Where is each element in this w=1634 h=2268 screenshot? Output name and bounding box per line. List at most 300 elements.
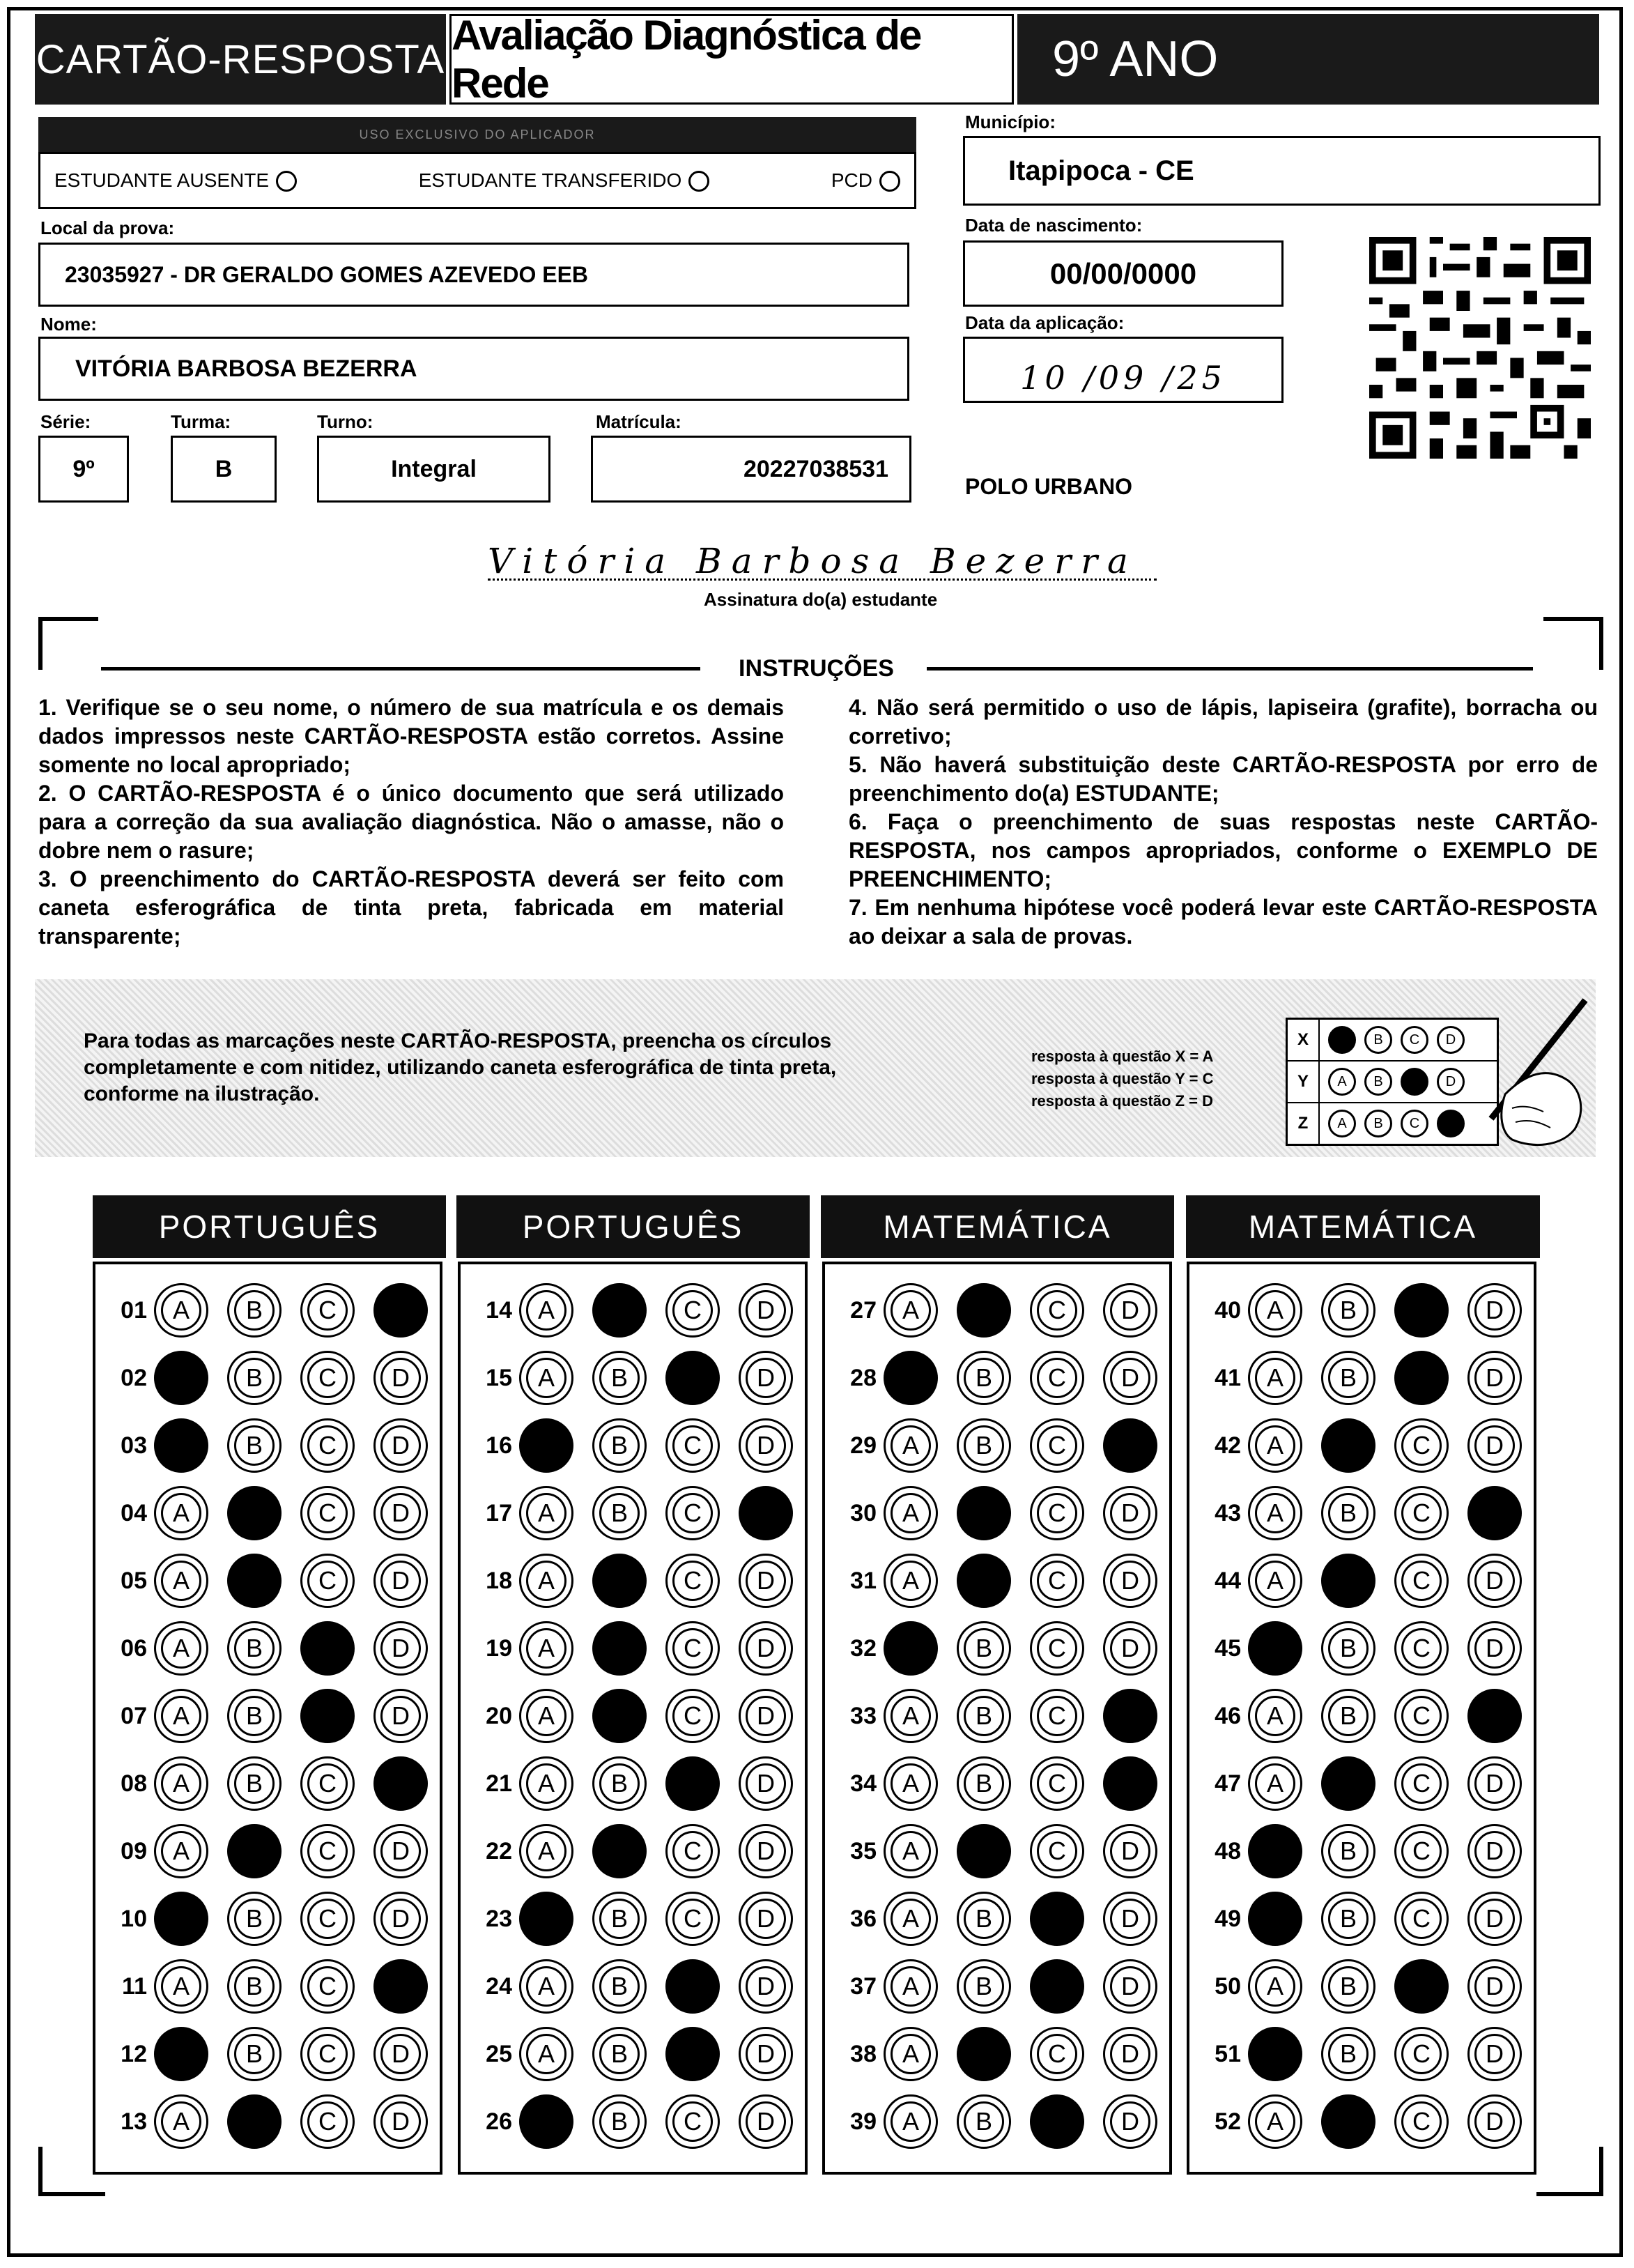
answer-bubble-29-c[interactable] — [1030, 1418, 1084, 1473]
answer-bubble-24-c[interactable] — [665, 1959, 720, 2014]
question-number: 11 — [122, 1972, 147, 2000]
answer-row-06 — [98, 1617, 428, 1680]
answer-bubble-33-a[interactable] — [884, 1689, 938, 1743]
bubble-letter: C — [1037, 2034, 1077, 2074]
answer-bubble-28-b[interactable] — [957, 1351, 1011, 1405]
answer-bubble-08-b[interactable] — [227, 1756, 282, 1811]
answer-bubble-43-a[interactable] — [1248, 1486, 1302, 1540]
answer-bubble-51-a[interactable] — [1248, 2027, 1302, 2081]
answer-bubble-32-b[interactable] — [957, 1621, 1011, 1676]
answer-bubble-22-d[interactable] — [739, 1824, 793, 1878]
answer-bubble-25-b[interactable] — [592, 2027, 647, 2081]
answer-bubble-18-a[interactable] — [519, 1554, 573, 1608]
bubble-letter: B — [964, 2101, 1004, 2142]
answer-bubble-36-c[interactable] — [1030, 1892, 1084, 1946]
answer-bubble-39-b[interactable] — [957, 2094, 1011, 2149]
answer-bubble-21-d[interactable] — [739, 1756, 793, 1811]
answer-bubble-37-d[interactable] — [1103, 1959, 1157, 2014]
answer-bubble-38-c[interactable] — [1030, 2027, 1084, 2081]
answer-bubble-12-c[interactable] — [300, 2027, 355, 2081]
bubble-letter: B — [964, 1358, 1004, 1398]
registration-label: Matrícula: — [596, 411, 681, 432]
question-number: 37 — [850, 1972, 877, 2000]
answer-row-52 — [1192, 2090, 1522, 2153]
answer-bubble-18-b[interactable] — [592, 1554, 647, 1608]
example-bubble: B — [1364, 1110, 1392, 1137]
answer-bubble-28-c[interactable] — [1030, 1351, 1084, 1405]
answer-bubble-52-a[interactable] — [1248, 2094, 1302, 2149]
absent-option[interactable]: ESTUDANTE AUSENTE — [54, 169, 297, 192]
answer-bubble-38-d[interactable] — [1103, 2027, 1157, 2081]
answer-bubble-28-d[interactable] — [1103, 1351, 1157, 1405]
answer-bubble-06-c[interactable] — [300, 1621, 355, 1676]
answer-bubble-21-b[interactable] — [592, 1756, 647, 1811]
answer-bubble-26-a[interactable] — [519, 2094, 573, 2149]
answer-bubble-01-a[interactable] — [154, 1283, 208, 1338]
question-number: 21 — [486, 1770, 512, 1797]
answer-bubble-41-a[interactable] — [1248, 1351, 1302, 1405]
application-date-field: 10 /09 /25 — [963, 337, 1284, 403]
answer-bubble-03-d[interactable] — [373, 1418, 428, 1473]
bubble-letter: B — [964, 1899, 1004, 1939]
answer-bubble-41-c[interactable] — [1394, 1351, 1449, 1405]
answer-bubble-35-a[interactable] — [884, 1824, 938, 1878]
answer-bubble-05-a[interactable] — [154, 1554, 208, 1608]
answer-bubble-27-b[interactable] — [957, 1283, 1011, 1338]
answer-row-45 — [1192, 1617, 1522, 1680]
answer-bubble-08-c[interactable] — [300, 1756, 355, 1811]
answer-bubble-30-b[interactable] — [957, 1486, 1011, 1540]
card-title — [35, 14, 446, 105]
answer-bubble-11-c[interactable] — [300, 1959, 355, 2014]
answer-bubble-26-b[interactable] — [592, 2094, 647, 2149]
answer-bubble-02-c[interactable] — [300, 1351, 355, 1405]
answer-bubble-28-a[interactable] — [884, 1351, 938, 1405]
answer-bubble-24-a[interactable] — [519, 1959, 573, 2014]
answer-bubble-45-b[interactable] — [1321, 1621, 1375, 1676]
answer-bubble-43-b[interactable] — [1321, 1486, 1375, 1540]
bubble-letter: D — [380, 1493, 421, 1533]
bubble-letter: A — [526, 1290, 566, 1331]
answer-bubble-18-c[interactable] — [665, 1554, 720, 1608]
class-label: Turma: — [171, 411, 231, 432]
answer-bubble-23-b[interactable] — [592, 1892, 647, 1946]
answer-bubble-24-d[interactable] — [739, 1959, 793, 2014]
answer-bubble-09-b[interactable] — [227, 1824, 282, 1878]
bubble-letter: D — [746, 1899, 786, 1939]
bubble-letter: D — [380, 2034, 421, 2074]
answer-bubble-40-c[interactable] — [1394, 1283, 1449, 1338]
question-number: 04 — [121, 1499, 147, 1526]
answer-bubble-08-d[interactable] — [373, 1756, 428, 1811]
question-number: 36 — [850, 1905, 877, 1932]
answer-bubble-43-d[interactable] — [1467, 1486, 1522, 1540]
answer-bubble-17-c[interactable] — [665, 1486, 720, 1540]
pcd-option[interactable]: PCD — [831, 169, 900, 192]
answer-bubble-19-d[interactable] — [739, 1621, 793, 1676]
answer-bubble-44-b[interactable] — [1321, 1554, 1375, 1608]
answer-bubble-06-b[interactable] — [227, 1621, 282, 1676]
answer-bubble-22-c[interactable] — [665, 1824, 720, 1878]
answer-row-30 — [828, 1482, 1157, 1545]
answer-bubble-41-d[interactable] — [1467, 1351, 1522, 1405]
answer-bubble-35-b[interactable] — [957, 1824, 1011, 1878]
bubble-letter: C — [307, 1290, 348, 1331]
answer-bubble-42-d[interactable] — [1467, 1418, 1522, 1473]
answer-bubble-05-b[interactable] — [227, 1554, 282, 1608]
municipality-label: Município: — [965, 112, 1056, 132]
answer-bubble-47-b[interactable] — [1321, 1756, 1375, 1811]
grade-field: 9º — [38, 436, 129, 503]
question-number: 34 — [850, 1770, 877, 1797]
answer-bubble-44-a[interactable] — [1248, 1554, 1302, 1608]
answer-bubble-33-d[interactable] — [1103, 1689, 1157, 1743]
answer-bubble-46-c[interactable] — [1394, 1689, 1449, 1743]
answer-bubble-49-b[interactable] — [1321, 1892, 1375, 1946]
answer-bubble-16-a[interactable] — [519, 1418, 573, 1473]
bubble-letter: A — [891, 2034, 931, 2074]
answer-bubble-22-b[interactable] — [592, 1824, 647, 1878]
answer-bubble-01-d[interactable] — [373, 1283, 428, 1338]
question-number: 25 — [486, 2040, 512, 2067]
bubble-letter: B — [1328, 1628, 1369, 1669]
answer-bubble-27-a[interactable] — [884, 1283, 938, 1338]
answer-bubble-20-d[interactable] — [739, 1689, 793, 1743]
answer-bubble-13-c[interactable] — [300, 2094, 355, 2149]
bubble-letter: C — [307, 1966, 348, 2007]
bubble-letter: A — [526, 1358, 566, 1398]
shift-field: Integral — [317, 436, 550, 503]
answer-bubble-31-a[interactable] — [884, 1554, 938, 1608]
answer-bubble-23-c[interactable] — [665, 1892, 720, 1946]
bubble-letter: D — [380, 1831, 421, 1871]
answer-bubble-31-b[interactable] — [957, 1554, 1011, 1608]
answer-bubble-14-c[interactable] — [665, 1283, 720, 1338]
answer-bubble-13-a[interactable] — [154, 2094, 208, 2149]
answer-bubble-35-d[interactable] — [1103, 1824, 1157, 1878]
answer-bubble-17-b[interactable] — [592, 1486, 647, 1540]
example-bubble: D — [1437, 1026, 1465, 1054]
answer-bubble-51-c[interactable] — [1394, 2027, 1449, 2081]
answer-bubble-17-d[interactable] — [739, 1486, 793, 1540]
answer-bubble-52-b[interactable] — [1321, 2094, 1375, 2149]
answer-bubble-29-d[interactable] — [1103, 1418, 1157, 1473]
answer-bubble-37-c[interactable] — [1030, 1959, 1084, 2014]
answer-bubble-15-c[interactable] — [665, 1351, 720, 1405]
answer-bubble-09-d[interactable] — [373, 1824, 428, 1878]
answer-bubble-29-b[interactable] — [957, 1418, 1011, 1473]
answer-bubble-49-d[interactable] — [1467, 1892, 1522, 1946]
answer-bubble-05-d[interactable] — [373, 1554, 428, 1608]
bubble-letter: B — [599, 2034, 640, 2074]
answer-bubble-04-c[interactable] — [300, 1486, 355, 1540]
answer-bubble-11-b[interactable] — [227, 1959, 282, 2014]
answer-bubble-42-a[interactable] — [1248, 1418, 1302, 1473]
answer-bubble-45-a[interactable] — [1248, 1621, 1302, 1676]
answer-bubble-42-c[interactable] — [1394, 1418, 1449, 1473]
question-number: 49 — [1215, 1905, 1241, 1932]
answer-row-40 — [1192, 1279, 1522, 1342]
subject-header-4: MATEMÁTICA — [1186, 1195, 1540, 1258]
question-number: 05 — [121, 1567, 147, 1594]
answer-bubble-43-c[interactable] — [1394, 1486, 1449, 1540]
answer-bubble-40-a[interactable] — [1248, 1283, 1302, 1338]
answer-bubble-48-d[interactable] — [1467, 1824, 1522, 1878]
answer-bubble-47-a[interactable] — [1248, 1756, 1302, 1811]
bubble-letter: C — [1401, 1831, 1442, 1871]
answer-bubble-31-c[interactable] — [1030, 1554, 1084, 1608]
answer-bubble-33-b[interactable] — [957, 1689, 1011, 1743]
answer-bubble-40-b[interactable] — [1321, 1283, 1375, 1338]
bubble-letter: C — [672, 1290, 713, 1331]
answer-bubble-49-c[interactable] — [1394, 1892, 1449, 1946]
answer-bubble-10-b[interactable] — [227, 1892, 282, 1946]
answer-bubble-39-c[interactable] — [1030, 2094, 1084, 2149]
answer-bubble-44-d[interactable] — [1467, 1554, 1522, 1608]
answer-bubble-48-a[interactable] — [1248, 1824, 1302, 1878]
answer-bubble-31-d[interactable] — [1103, 1554, 1157, 1608]
instruction-5: 5. Não haverá substituição deste CARTÃO-RESPOSTA por erro de preenchimento do(a) ESTUDANTE; — [849, 752, 1598, 806]
answer-bubble-14-d[interactable] — [739, 1283, 793, 1338]
answer-bubble-32-a[interactable] — [884, 1621, 938, 1676]
bubble-letter: D — [746, 2034, 786, 2074]
example-answer-x: resposta à questão X = A — [1031, 1048, 1214, 1065]
bubble-letter: A — [891, 1493, 931, 1533]
answer-bubble-10-d[interactable] — [373, 1892, 428, 1946]
bubble-letter: B — [599, 2101, 640, 2142]
answer-bubble-25-c[interactable] — [665, 2027, 720, 2081]
answer-bubble-24-b[interactable] — [592, 1959, 647, 2014]
answer-row-07 — [98, 1685, 428, 1747]
answer-bubble-02-a[interactable] — [154, 1351, 208, 1405]
birthdate-field: 00/00/0000 — [963, 240, 1284, 307]
subject-header-3: MATEMÁTICA — [821, 1195, 1174, 1258]
answer-bubble-52-c[interactable] — [1394, 2094, 1449, 2149]
answer-bubble-30-a[interactable] — [884, 1486, 938, 1540]
answer-bubble-42-b[interactable] — [1321, 1418, 1375, 1473]
answer-bubble-12-d[interactable] — [373, 2027, 428, 2081]
answer-bubble-03-a[interactable] — [154, 1418, 208, 1473]
hand-with-pen-icon — [1463, 990, 1596, 1150]
answer-bubble-38-a[interactable] — [884, 2027, 938, 2081]
answer-bubble-41-b[interactable] — [1321, 1351, 1375, 1405]
answer-bubble-13-b[interactable] — [227, 2094, 282, 2149]
answer-row-17 — [463, 1482, 793, 1545]
bubble-letter: C — [1037, 1831, 1077, 1871]
answer-bubble-46-b[interactable] — [1321, 1689, 1375, 1743]
answer-bubble-49-a[interactable] — [1248, 1892, 1302, 1946]
example-bubble: B — [1364, 1068, 1392, 1096]
bubble-letter: B — [599, 1966, 640, 2007]
answer-bubble-22-a[interactable] — [519, 1824, 573, 1878]
answer-bubble-01-b[interactable] — [227, 1283, 282, 1338]
bubble-letter: C — [1037, 1628, 1077, 1669]
answer-bubble-08-a[interactable] — [154, 1756, 208, 1811]
bubble-letter: D — [746, 1628, 786, 1669]
answer-bubble-12-a[interactable] — [154, 2027, 208, 2081]
answer-bubble-19-b[interactable] — [592, 1621, 647, 1676]
answer-bubble-20-c[interactable] — [665, 1689, 720, 1743]
bubble-letter: B — [964, 1628, 1004, 1669]
answer-bubble-34-a[interactable] — [884, 1756, 938, 1811]
answer-bubble-19-a[interactable] — [519, 1621, 573, 1676]
answer-bubble-25-d[interactable] — [739, 2027, 793, 2081]
example-bubble: D — [1437, 1068, 1465, 1096]
answer-bubble-34-d[interactable] — [1103, 1756, 1157, 1811]
answer-bubble-29-a[interactable] — [884, 1418, 938, 1473]
answer-bubble-27-d[interactable] — [1103, 1283, 1157, 1338]
answer-bubble-37-b[interactable] — [957, 1959, 1011, 2014]
question-number: 32 — [850, 1634, 877, 1662]
question-number: 33 — [850, 1702, 877, 1729]
question-number: 39 — [850, 2108, 877, 2135]
bubble-letter: C — [672, 1899, 713, 1939]
answer-bubble-35-c[interactable] — [1030, 1824, 1084, 1878]
bubble-letter: C — [1037, 1561, 1077, 1601]
answer-bubble-03-c[interactable] — [300, 1418, 355, 1473]
answer-bubble-48-c[interactable] — [1394, 1824, 1449, 1878]
bubble-letter: D — [380, 1358, 421, 1398]
answer-bubble-15-a[interactable] — [519, 1351, 573, 1405]
question-number: 47 — [1215, 1770, 1241, 1797]
answer-bubble-51-b[interactable] — [1321, 2027, 1375, 2081]
answer-bubble-03-b[interactable] — [227, 1418, 282, 1473]
answer-bubble-39-a[interactable] — [884, 2094, 938, 2149]
answer-bubble-46-a[interactable] — [1248, 1689, 1302, 1743]
bubble-letter: D — [1474, 1763, 1515, 1804]
answer-bubble-11-d[interactable] — [373, 1959, 428, 2014]
question-number: 30 — [850, 1499, 877, 1526]
bubble-letter: D — [1474, 2034, 1515, 2074]
answer-bubble-30-c[interactable] — [1030, 1486, 1084, 1540]
transferred-radio[interactable] — [688, 171, 709, 192]
answer-bubble-02-d[interactable] — [373, 1351, 428, 1405]
answer-bubble-21-c[interactable] — [665, 1756, 720, 1811]
answer-bubble-20-a[interactable] — [519, 1689, 573, 1743]
answer-bubble-15-b[interactable] — [592, 1351, 647, 1405]
answer-bubble-16-c[interactable] — [665, 1418, 720, 1473]
answer-bubble-50-c[interactable] — [1394, 1959, 1449, 2014]
answer-bubble-32-c[interactable] — [1030, 1621, 1084, 1676]
transferred-option[interactable]: ESTUDANTE TRANSFERIDO — [419, 169, 710, 192]
answer-bubble-13-d[interactable] — [373, 2094, 428, 2149]
answer-bubble-07-b[interactable] — [227, 1689, 282, 1743]
answer-row-35 — [828, 1820, 1157, 1883]
bubble-letter: A — [891, 1290, 931, 1331]
answer-bubble-06-d[interactable] — [373, 1621, 428, 1676]
answer-bubble-34-b[interactable] — [957, 1756, 1011, 1811]
answer-bubble-16-b[interactable] — [592, 1418, 647, 1473]
answer-bubble-04-a[interactable] — [154, 1486, 208, 1540]
bubble-letter: A — [526, 1628, 566, 1669]
registration-field: 20227038531 — [591, 436, 911, 503]
answer-bubble-07-c[interactable] — [300, 1689, 355, 1743]
answer-bubble-45-d[interactable] — [1467, 1621, 1522, 1676]
answer-bubble-01-c[interactable] — [300, 1283, 355, 1338]
question-number: 23 — [486, 1905, 512, 1932]
answer-bubble-20-b[interactable] — [592, 1689, 647, 1743]
answer-bubble-18-d[interactable] — [739, 1554, 793, 1608]
answer-bubble-39-d[interactable] — [1103, 2094, 1157, 2149]
answer-bubble-32-d[interactable] — [1103, 1621, 1157, 1676]
answer-bubble-23-d[interactable] — [739, 1892, 793, 1946]
answer-bubble-04-b[interactable] — [227, 1486, 282, 1540]
answer-bubble-07-d[interactable] — [373, 1689, 428, 1743]
answer-bubble-36-d[interactable] — [1103, 1892, 1157, 1946]
answer-bubble-30-d[interactable] — [1103, 1486, 1157, 1540]
answer-bubble-36-a[interactable] — [884, 1892, 938, 1946]
answer-bubble-02-b[interactable] — [227, 1351, 282, 1405]
answer-bubble-09-c[interactable] — [300, 1824, 355, 1878]
answer-bubble-50-b[interactable] — [1321, 1959, 1375, 2014]
answer-bubble-40-d[interactable] — [1467, 1283, 1522, 1338]
bubble-letter: B — [599, 1899, 640, 1939]
answer-bubble-04-d[interactable] — [373, 1486, 428, 1540]
example-bubble — [1401, 1068, 1428, 1096]
answer-bubble-10-a[interactable] — [154, 1892, 208, 1946]
answer-bubble-46-d[interactable] — [1467, 1689, 1522, 1743]
answer-bubble-10-c[interactable] — [300, 1892, 355, 1946]
answer-bubble-50-a[interactable] — [1248, 1959, 1302, 2014]
answer-bubble-25-a[interactable] — [519, 2027, 573, 2081]
answer-bubble-34-c[interactable] — [1030, 1756, 1084, 1811]
answer-bubble-16-d[interactable] — [739, 1418, 793, 1473]
answer-bubble-52-d[interactable] — [1467, 2094, 1522, 2149]
answer-bubble-51-d[interactable] — [1467, 2027, 1522, 2081]
pcd-radio[interactable] — [879, 171, 900, 192]
bubble-letter: C — [672, 1831, 713, 1871]
answer-bubble-44-c[interactable] — [1394, 1554, 1449, 1608]
bubble-letter: D — [1110, 1831, 1150, 1871]
answer-bubble-05-c[interactable] — [300, 1554, 355, 1608]
answer-bubble-47-d[interactable] — [1467, 1756, 1522, 1811]
answer-bubble-45-c[interactable] — [1394, 1621, 1449, 1676]
bubble-letter: B — [964, 1425, 1004, 1466]
answer-bubble-11-a[interactable] — [154, 1959, 208, 2014]
answer-bubble-21-a[interactable] — [519, 1756, 573, 1811]
answer-bubble-17-a[interactable] — [519, 1486, 573, 1540]
answer-bubble-37-a[interactable] — [884, 1959, 938, 2014]
answer-row-12 — [98, 2023, 428, 2085]
answer-bubble-47-c[interactable] — [1394, 1756, 1449, 1811]
bubble-letter: A — [1255, 1561, 1295, 1601]
answer-bubble-19-c[interactable] — [665, 1621, 720, 1676]
answer-bubble-07-a[interactable] — [154, 1689, 208, 1743]
student-signature: Vitória Barbosa Bezerra — [488, 544, 1157, 581]
question-number: 27 — [850, 1296, 877, 1324]
absent-radio[interactable] — [276, 171, 297, 192]
bubble-letter: C — [307, 1425, 348, 1466]
answer-bubble-06-a[interactable] — [154, 1621, 208, 1676]
answer-bubble-12-b[interactable] — [227, 2027, 282, 2081]
answer-bubble-09-a[interactable] — [154, 1824, 208, 1878]
answer-bubble-26-c[interactable] — [665, 2094, 720, 2149]
answer-bubble-23-a[interactable] — [519, 1892, 573, 1946]
answer-bubble-48-b[interactable] — [1321, 1824, 1375, 1878]
answer-bubble-36-b[interactable] — [957, 1892, 1011, 1946]
answer-bubble-33-c[interactable] — [1030, 1689, 1084, 1743]
answer-bubble-38-b[interactable] — [957, 2027, 1011, 2081]
answer-row-05 — [98, 1549, 428, 1612]
answer-bubble-15-d[interactable] — [739, 1351, 793, 1405]
answer-bubble-14-a[interactable] — [519, 1283, 573, 1338]
answer-bubble-14-b[interactable] — [592, 1283, 647, 1338]
answer-row-36 — [828, 1887, 1157, 1950]
answer-bubble-27-c[interactable] — [1030, 1283, 1084, 1338]
answer-bubble-50-d[interactable] — [1467, 1959, 1522, 2014]
answer-bubble-26-d[interactable] — [739, 2094, 793, 2149]
question-number: 06 — [121, 1634, 147, 1662]
